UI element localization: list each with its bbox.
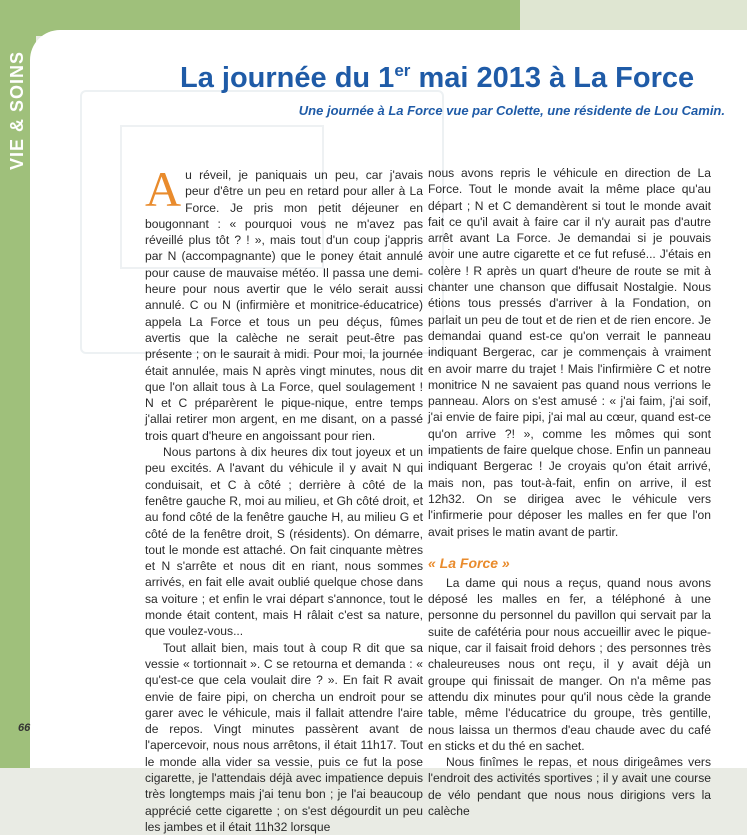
paragraph: La dame qui nous a reçus, quand nous avons déposé les malles en fer, a téléphoné à une personne du personnel du pavillon qui servait par la suite de cafétéria pour nous accueillir avec le pique-nique, car il faisait froid dehors ; des personnes très chaleureuses nous ont reçu, il y avait déjà un groupe qui finissait de manger. On n'a même pas attendu dix minutes pour qu'il nous cède la grande table, même l'éducatrice du groupe, très gentille, nous laissa un thermos d'eau chaude avec du café en sticks et du thé en sachet. bbox=[428, 575, 711, 753]
title-rest: mai 2013 à La Force bbox=[410, 62, 695, 94]
title-superscript: er bbox=[394, 61, 411, 80]
article-subtitle: Une journée à La Force vue par Colette, une résidente de Lou Camin. bbox=[298, 103, 725, 118]
paragraph-text: u réveil, je paniquais un peu, car j'avais peur d'être un peu en retard pour aller à La Force. Je pris mon petit déjeuner en bougonnant : « pourquoi vous ne m'avez pas réveillé plus tôt ? ! », mais tout d'un coup j'appris par N (accompagnante) que le poney était annulé pour cause de mauvaise météo. Il passa une demi-heure pour nous avertir que le vélo serait aussi annulé. C ou N (infirmière et monitrice-éducatrice) appela La Force et tous un peu déçus, fûmes avertis que la calèche ne serait peut-être pas présente ; on le saurait à midi. Pour moi, la journée était annulée, mais N après vingt minutes, nous dit que l'on allait tous à La Force, quel soulagement ! N et C préparèrent le pique-nique, entre temps j'allai retirer mon argent, en me disant, on a passé trois quart d'heure en angoissant pour rien. bbox=[145, 168, 423, 443]
section-subheading: « La Force » bbox=[428, 554, 510, 571]
paragraph: Nous partons à dix heures dix tout joyeux et un peu excités. A l'avant du véhicule il y avait N qui conduisait, et C à côté ; derrière à côté de la fenêtre gauche R, moi au milieu, et Gh côté droit, et au fond côté de la fenêtre gauche H, au milieu G et côté de la fenêtre droit, S (résidents). On démarre, tout le monde est attaché. On fait cinquante mètres et N s'arrête et nous dit en riant, nous sommes arrivés, en fait elle avait oublié quelque chose dans sa voiture ; et enfin le vrai départ s'annonce, tout le monde était content, mais H râlait c'est sa nature, que voulez-vous... bbox=[145, 445, 423, 639]
paragraph bbox=[145, 161, 423, 444]
drop-cap: A bbox=[145, 161, 182, 217]
page-sheet bbox=[30, 30, 747, 834]
paragraph: Nous finîmes le repas, et nous dirigeâmes vers l'endroit des activités sportives ; il y avait une course de vélo pendant que nous nous dirigions vers la calèche bbox=[428, 755, 711, 818]
text-column-left bbox=[145, 161, 423, 835]
text-column-right bbox=[428, 165, 711, 819]
title-main: La journée du 1 bbox=[180, 62, 395, 94]
section-label-text: VIE & SOINS bbox=[7, 50, 28, 170]
section-label bbox=[4, 40, 32, 180]
article-title bbox=[180, 52, 740, 97]
paragraph: nous avons repris le véhicule en direction de La Force. Tout le monde avait la même place qu'au départ ; N et C demandèrent si tout le monde avait fait ce qu'il avait à faire car il n'y aurait pas d'autre arrêt avant La Force. Je demandai si je pouvais avoir une autre cigarette et ce fut refusé... J'étais en colère ! R après un quart d'heure de route se mit à chanter une chanson que diffusait Nostalgie. Nous étions tous pressés d'arriver à la Fondation, on parlait un peu de tout et de rien et de rien encore. Je demandai quand est-ce qu'on verrait le panneau indiquant Bergerac, car je commençais à vraiment en avoir marre du trajet ! Mais l'infirmière C et notre monitrice N ne savaient pas quand nous verrions le panneau. Alors on s'est amusé : « j'ai faim, j'ai soif, j'ai envie de faire pipi, j'ai mal au cœur, quand est-ce qu'on arrive ?! », comme les mômes qui sont impatients de faire quelque chose. Enfin un panneau indiquant Bergerac ! Je croyais qu'on était arrivé, mais non, pas tout-à-fait, enfin on arrive, il est 12h32. On se dirigea avec le véhicule vers l'infirmerie pour déposer les malles en fer que l'on avait prises le matin avant de partir. bbox=[428, 166, 711, 539]
paragraph: Tout allait bien, mais tout à coup R dit que sa vessie « tortionnait ». C se retourna et demanda : « qu'est-ce que cela voulait dire ? ». En fait R avait envie de faire pipi, on chercha un endroit pour se garer avec le véhicule, mais il fallait attendre l'aire de repos. Vingt minutes passèrent avant de l'apercevoir, nous nous arrêtons, il était 11h17. Tout le monde alla vider sa vessie, puis ce fut la pose cigarette, je l'attendais déjà avec impatience depuis très longtemps mais j'ai tenu bon ; je l'ai beaucoup apprécié cette cigarette ; on s'est dégourdit un peu les jambes et il était 11h32 lorsque bbox=[145, 640, 423, 834]
page-number: 66 bbox=[18, 722, 31, 734]
